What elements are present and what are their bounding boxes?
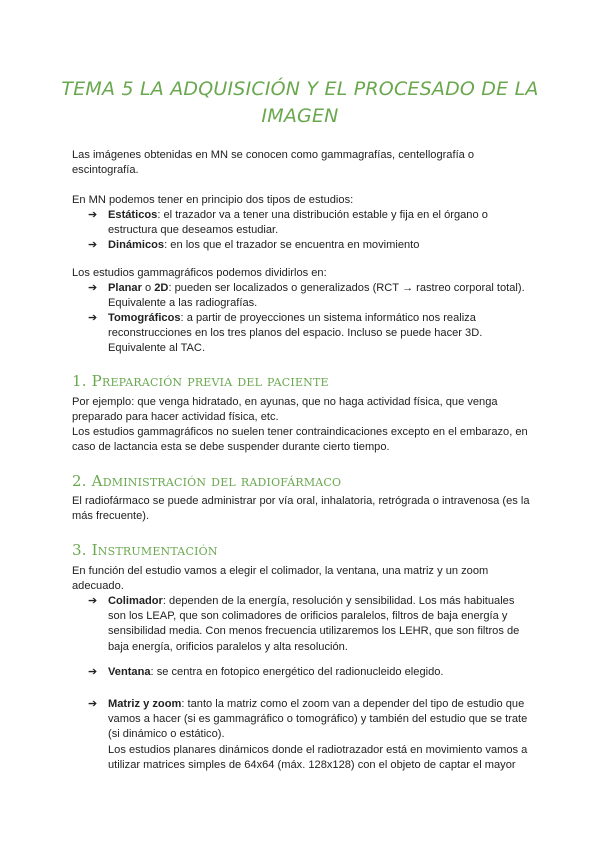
term: Tomográficos: [108, 312, 181, 324]
section3-paragraph: En función del estudio vamos a elegir el colimador, la ventana, una matriz y un zoom adecuado.: [72, 565, 489, 593]
list-item-matriz-zoom: [88, 697, 528, 773]
term: Ventana: [108, 666, 151, 678]
section1-paragraph-1: Por ejemplo: que venga hidratado, en ayunas, que no haga actividad física, que venga preparado para hacer actividad física, etc.: [72, 396, 498, 424]
definition-continuation: Los estudios planares dinámicos donde el radiotrazador está en movimiento vamos a utilizar matrices simples de 64x64 (máx. 128x128) con el objeto de captar el mayor: [108, 743, 528, 771]
list-item-ventana: [88, 665, 528, 680]
term: Planar: [108, 282, 142, 294]
study-types-intro: En MN podemos tener en principio dos tipos de estudios:: [72, 194, 354, 206]
section-heading-instrumentacion: 3. Instrumentación: [72, 541, 218, 559]
arrow-right-icon: ➔: [88, 239, 98, 251]
divisions-intro: Los estudios gammagráficos podemos dividirlos en:: [72, 267, 327, 279]
definition: : dependen de la energía, resolución y sensibilidad. Los más habituales son los LEAP, que son colimadores de orificios paralelos, filtros de baja energía y sensibilidad media. Con menos frecuencia utilizaremos los LEHR, que son filtros de baja energía, orificios paralelos y alta resolución.: [108, 595, 520, 653]
arrow-right-icon: ➔: [88, 595, 98, 607]
list-item-dinamicos: [88, 238, 528, 253]
connector: o: [141, 282, 155, 294]
arrow-right-icon: ➔: [88, 282, 98, 294]
definition: : tanto la matriz como el zoom van a depender del tipo de estudio que vamos a hacer (si es gammagráfico o tomográfico) y también del estudio que se trate (si dinámico o estático).: [108, 698, 528, 741]
definition: : en los que el trazador se encuentra en movimiento: [164, 239, 420, 251]
arrow-right-icon: ➔: [88, 698, 98, 710]
arrow-right-icon: ➔: [88, 312, 98, 324]
definition: : a partir de proyecciones un sistema informático nos realiza reconstrucciones en los tres planos del espacio. Incluso se puede hacer 3D. Equivalente al TAC.: [108, 312, 483, 355]
definition: : se centra en fotopico energético del radionucleido elegido.: [150, 666, 444, 678]
definition: : pueden ser localizados o generalizados (RCT → rastreo corporal total). Equivalente a las radiografías.: [108, 282, 525, 310]
section-heading-administracion: 2. Administración del radiofármaco: [72, 472, 342, 490]
list-item-colimador: [88, 594, 528, 655]
list-item-planar: [88, 281, 528, 311]
section-heading-preparacion: 1. Preparación previa del paciente: [72, 372, 329, 390]
list-item-tomograficos: [88, 311, 528, 357]
intro-paragraph: Las imágenes obtenidas en MN se conocen como gammagrafías, centellografía o escintografía.: [72, 149, 475, 177]
page-title: TEMA 5 LA ADQUISICIÓN Y EL PROCESADO DE LA IMAGEN: [61, 78, 539, 127]
section1-paragraph-2: Los estudios gammagráficos no suelen tener contraindicaciones excepto en el embarazo, en caso de lactancia esta se debe suspender durante cierto tiempo.: [72, 426, 528, 454]
definition: : el trazador va a tener una distribución estable y fija en el órgano o estructura que deseamos estudiar.: [108, 209, 488, 237]
term: Dinámicos: [108, 239, 165, 251]
arrow-right-icon: ➔: [88, 209, 98, 221]
term: Colimador: [108, 595, 163, 607]
term: Matriz y zoom: [108, 698, 182, 710]
term: Estáticos: [108, 209, 158, 221]
arrow-right-icon: ➔: [88, 666, 98, 678]
list-item-estaticos: [88, 208, 528, 238]
section2-paragraph: El radiofármaco se puede administrar por vía oral, inhalatoria, retrógrada o intravenosa (es la más frecuente).: [72, 495, 530, 523]
term-2d: 2D: [154, 282, 169, 294]
